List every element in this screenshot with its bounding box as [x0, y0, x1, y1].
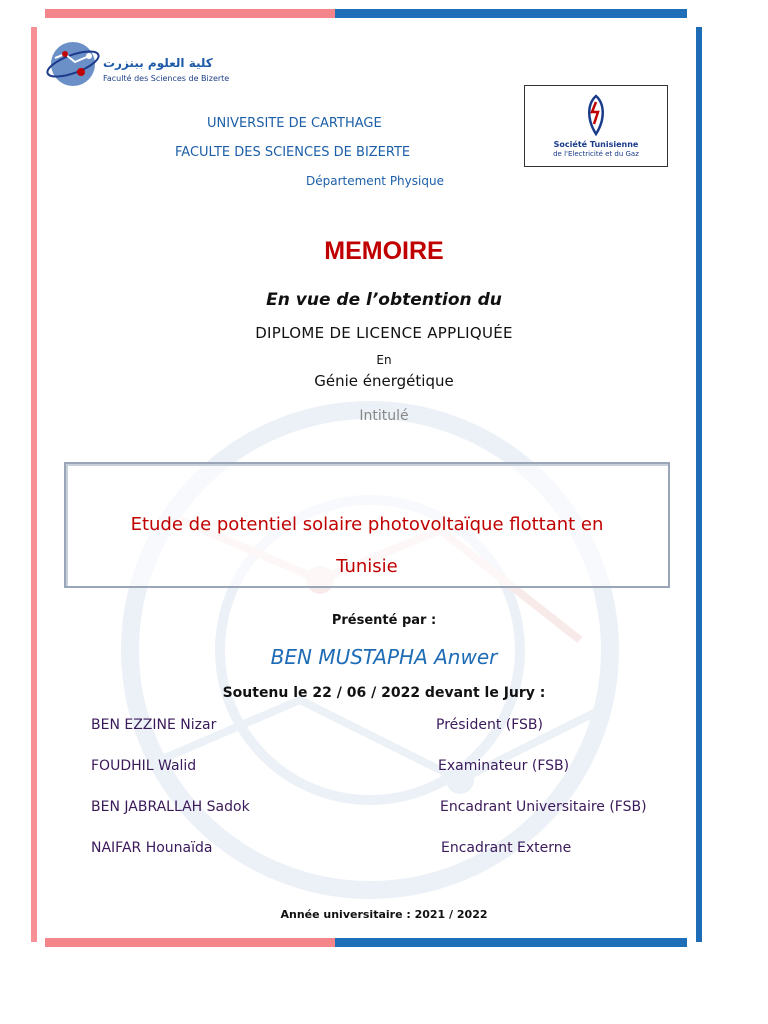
steg-name-line2: de l'Electricité et du Gaz [553, 150, 639, 158]
academic-year: Année universitaire : 2021 / 2022 [280, 908, 488, 921]
fsb-arabic-name: كلية العلوم ببنزرت [103, 56, 213, 70]
author-name: BEN MUSTAPHA Anwer [270, 645, 498, 669]
top-border-red [45, 9, 335, 18]
steg-name-line1: Société Tunisienne [553, 140, 639, 149]
fsb-logo [45, 34, 230, 92]
jury-member-name: FOUDHIL Walid [91, 758, 197, 774]
fsb-french-name: Faculté des Sciences de Bizerte [103, 74, 230, 83]
bottom-border-blue [335, 938, 687, 947]
jury-member-role: Examinateur (FSB) [438, 758, 570, 774]
specialty-line: Génie énergétique [314, 372, 454, 390]
obtention-line: En vue de l’obtention du [266, 290, 502, 310]
jury-member-role: Président (FSB) [436, 717, 543, 733]
thesis-title [66, 504, 668, 588]
bottom-border-red [45, 938, 335, 947]
jury-member-role: Encadrant Externe [441, 840, 572, 856]
thesis-title-line1: Etude de potentiel solaire photovoltaïque flottant en [130, 514, 604, 535]
left-border [31, 27, 37, 942]
right-border [696, 27, 702, 942]
thesis-title-box [64, 462, 670, 588]
en-line: En [376, 353, 392, 367]
jury-member-name: BEN JABRALLAH Sadok [91, 799, 250, 815]
memoire-heading: MEMOIRE [324, 237, 444, 265]
jury-member-name: BEN EZZINE Nizar [91, 717, 217, 733]
department-name: Département Physique [306, 174, 444, 188]
steg-emblem-icon [583, 94, 609, 136]
globe-icon [45, 34, 103, 92]
jury-member-name: NAIFAR Hounaïda [91, 840, 213, 856]
defense-date-line: Soutenu le 22 / 06 / 2022 devant le Jury : [222, 685, 546, 701]
intitule-label: Intitulé [359, 408, 409, 424]
steg-logo [524, 85, 668, 167]
top-border-blue [335, 9, 687, 18]
jury-member-role: Encadrant Universitaire (FSB) [440, 799, 647, 815]
thesis-title-line2: Tunisie [336, 556, 398, 577]
university-name: UNIVERSITE DE CARTHAGE [207, 116, 382, 131]
faculty-name: FACULTE DES SCIENCES DE BIZERTE [175, 145, 411, 160]
diploma-line: DIPLOME DE LICENCE APPLIQUÉE [255, 324, 513, 342]
presented-by-label: Présenté par : [331, 613, 437, 628]
